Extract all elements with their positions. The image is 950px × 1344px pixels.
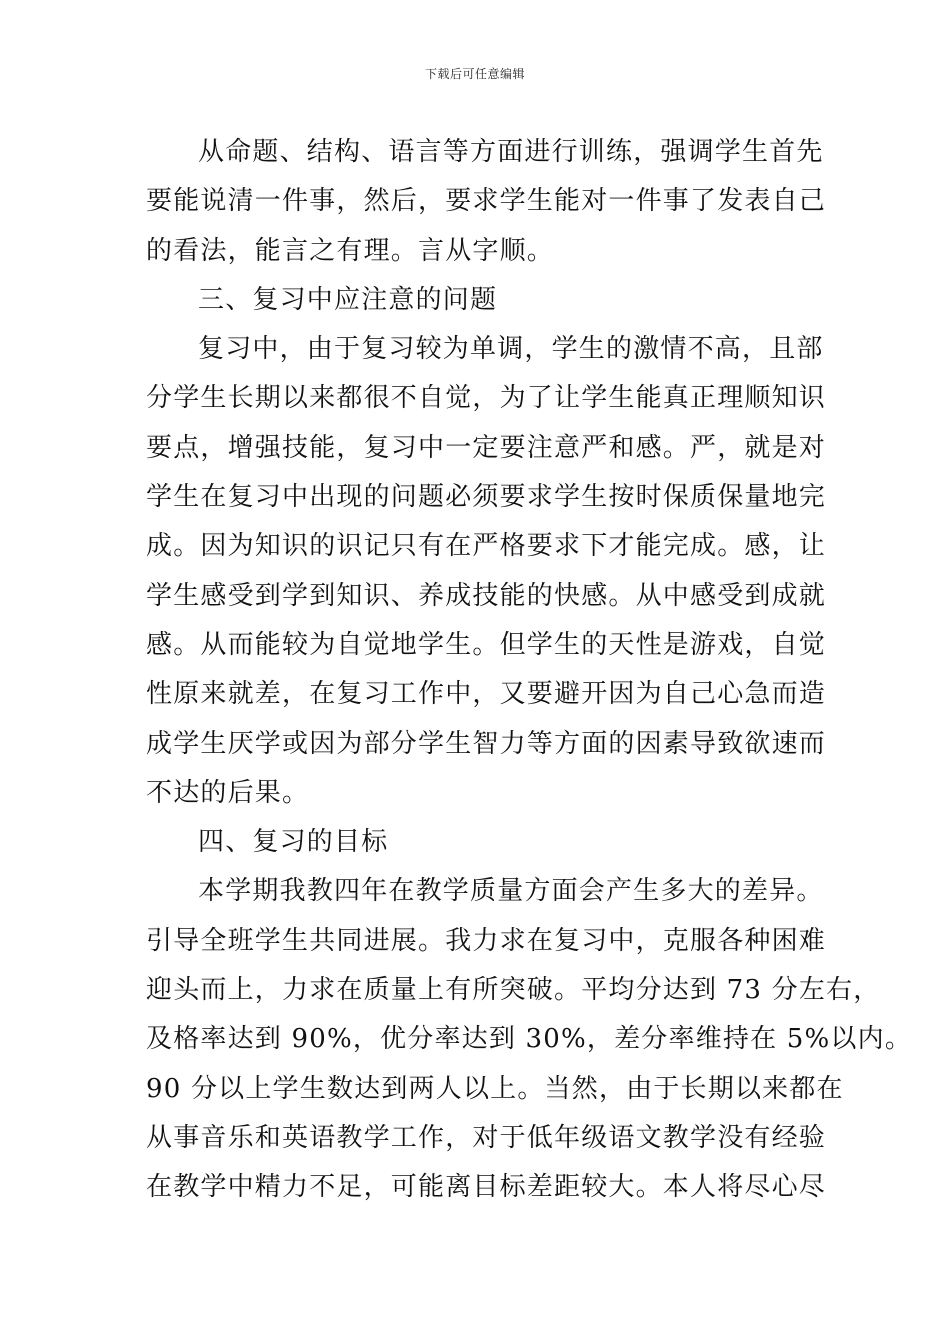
text-line: 在教学中精力不足，可能离目标差距较大。本人将尽心尽	[146, 1172, 827, 1203]
text-line: 迎头而上，力求在质量上有所突破。平均分达到 73 分左右，	[146, 975, 881, 1006]
document-body	[146, 128, 913, 1213]
text-line: 成。因为知识的识记只有在严格要求下才能完成。感，让	[146, 531, 827, 562]
text-line: 感。从而能较为自觉地学生。但学生的天性是游戏，自觉	[146, 629, 827, 660]
page-header-note: 下载后可任意编辑	[424, 67, 525, 81]
text-line: 从命题、结构、语言等方面进行训练，强调学生首先	[198, 137, 824, 167]
text-line: 不达的后果。	[146, 777, 310, 808]
section-heading: 四、复习的目标	[198, 827, 389, 858]
text-line: 的看法，能言之有理。言从字顺。	[146, 235, 555, 266]
text-line: 要点，增强技能，复习中一定要注意严和感。严，就是对	[146, 432, 827, 463]
text-line: 要能说清一件事，然后，要求学生能对一件事了发表自己	[146, 186, 827, 217]
text-line: 复习中，由于复习较为单调，学生的激情不高，且部	[198, 334, 824, 365]
text-line: 成学生厌学或因为部分学生智力等方面的因素导致欲速而	[146, 728, 827, 759]
text-line: 90 分以上学生数达到两人以上。当然，由于长期以来都在	[146, 1073, 844, 1104]
section-heading: 三、复习中应注意的问题	[198, 284, 498, 315]
text-line: 学生在复习中出现的问题必须要求学生按时保质保量地完	[146, 482, 827, 513]
text-line: 本学期我教四年在教学质量方面会产生多大的差异。	[198, 876, 824, 907]
text-line: 性原来就差，在复习工作中，又要避开因为自己心急而造	[146, 679, 827, 710]
text-line: 分学生长期以来都很不自觉，为了让学生能真正理顺知识	[146, 383, 827, 414]
text-line: 引导全班学生共同进展。我力求在复习中，克服各种困难	[146, 925, 827, 956]
text-line: 学生感受到学到知识、养成技能的快感。从中感受到成就	[146, 580, 827, 611]
text-line: 及格率达到 90%，优分率达到 30%，差分率维持在 5%以内。	[146, 1024, 913, 1055]
text-line: 从事音乐和英语教学工作，对于低年级语文教学没有经验	[146, 1122, 827, 1153]
